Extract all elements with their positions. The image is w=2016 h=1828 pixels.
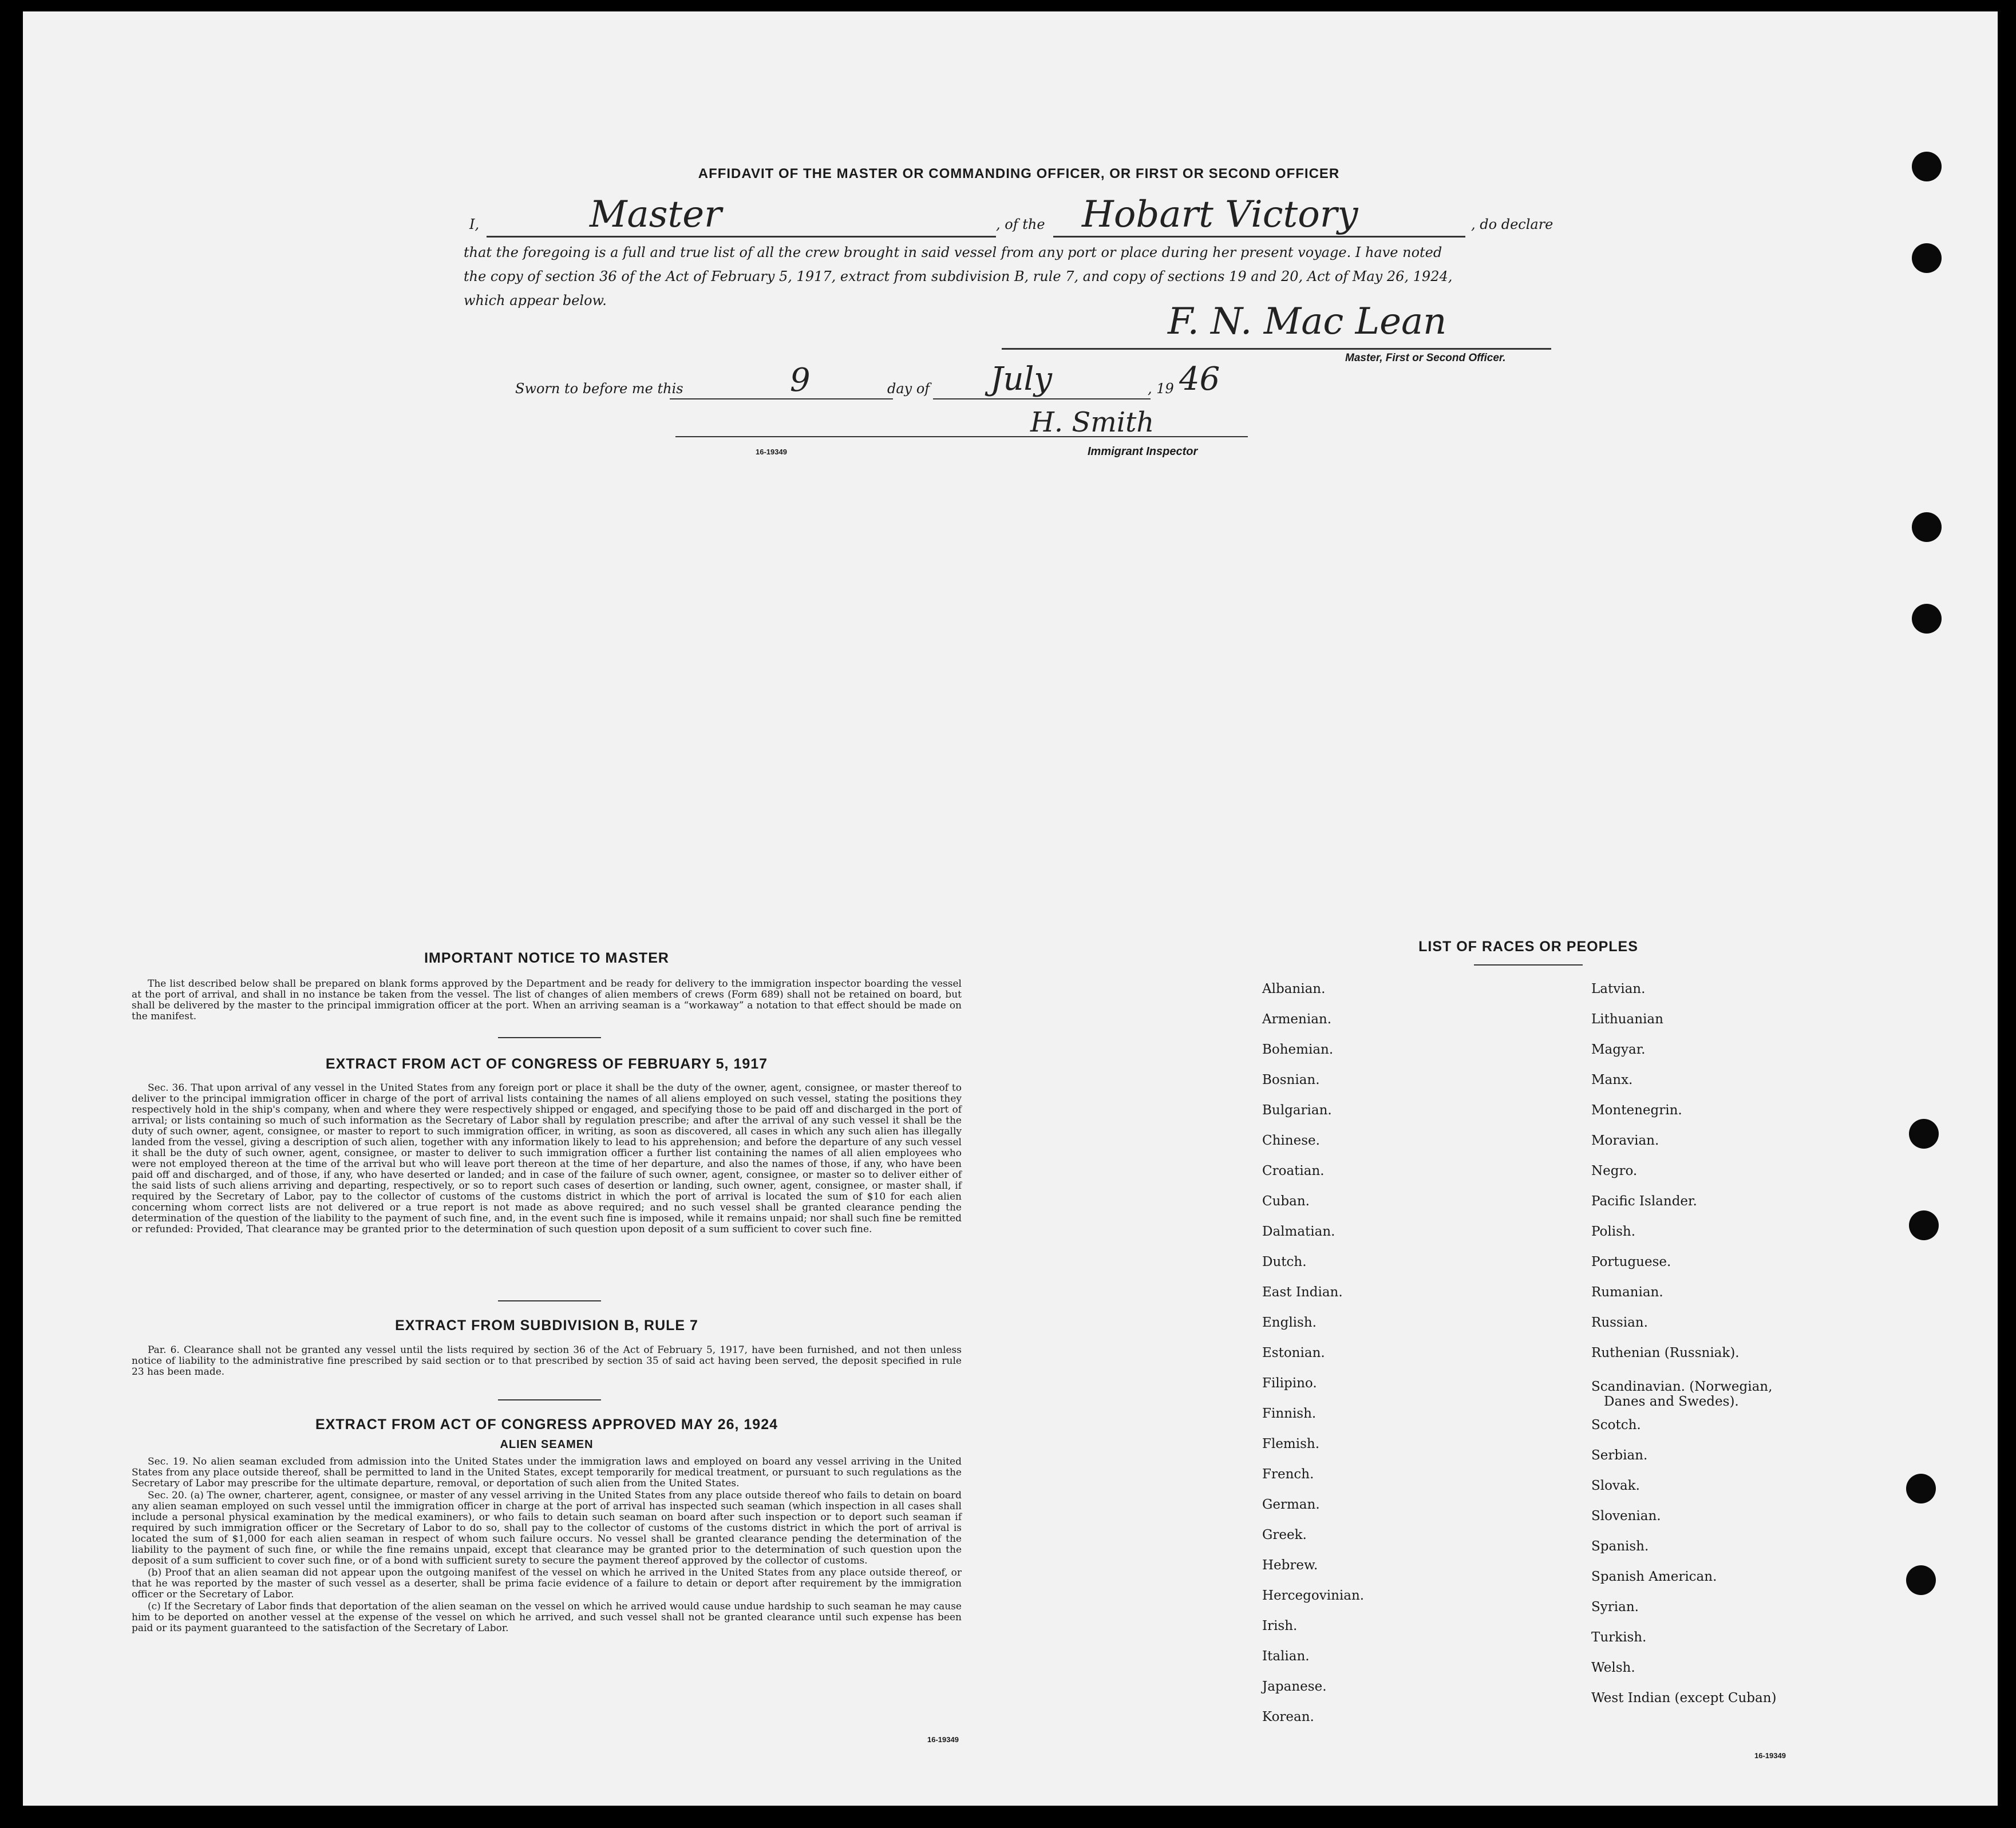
- punch-hole: [1912, 152, 1942, 181]
- race-item: Croatian.: [1262, 1164, 1325, 1178]
- form-number: 16-19349: [756, 448, 787, 456]
- punch-hole: [1909, 1210, 1939, 1240]
- race-item: Spanish.: [1591, 1539, 1649, 1554]
- day-of-label: day of: [887, 381, 930, 397]
- punch-hole: [1912, 243, 1942, 273]
- signature-line: [1002, 348, 1551, 350]
- race-item: Filipino.: [1262, 1376, 1317, 1391]
- divider: [1474, 964, 1583, 966]
- extract2-title: EXTRACT FROM SUBDIVISION B, RULE 7: [395, 1317, 698, 1334]
- race-item: Irish.: [1262, 1619, 1298, 1633]
- extract2-paragraph: Par. 6. Clearance shall not be granted any vessel until the lists required by section 36 of the Act of February 5, 1917, have been furnished, and not then unless notice of liability to the administrative fine prescribed by said section or to that prescribed by section 35 of said act having been served, the deposit specified in rule 23 has been made.: [132, 1344, 962, 1378]
- vessel-underline: [1053, 236, 1465, 238]
- race-item: Scandinavian. (Norwegian,: [1591, 1379, 1773, 1394]
- sworn-day: 9: [790, 362, 811, 399]
- race-item: Serbian.: [1591, 1448, 1648, 1463]
- affidavit-body-line2: the copy of section 36 of the Act of February 5, 1917, extract from subdivision B, rule 7, and copy of sections 19 and 20, Act of May 26, 1924,: [464, 268, 1453, 284]
- extract1-title: EXTRACT FROM ACT OF CONGRESS OF FEBRUARY 5, 1917: [325, 1056, 768, 1072]
- form-number: 16-19349: [927, 1735, 959, 1744]
- race-item: Welsh.: [1591, 1660, 1635, 1675]
- race-item: Korean.: [1262, 1710, 1314, 1724]
- punch-hole: [1912, 604, 1942, 634]
- rank-underline: [487, 236, 996, 238]
- affidavit-i-label: I,: [469, 216, 480, 232]
- signature-caption: Master, First or Second Officer.: [1345, 352, 1506, 364]
- race-item: Bulgarian.: [1262, 1103, 1332, 1118]
- affidavit-body-line1: that the foregoing is a full and true list of all the crew brought in said vessel from any port or place during her present voyage. I have noted: [464, 244, 1442, 260]
- race-item: Finnish.: [1262, 1406, 1317, 1421]
- race-item: Dalmatian.: [1262, 1224, 1335, 1239]
- master-signature: F. N. Mac Lean: [1168, 300, 1447, 343]
- section-20b: (b) Proof that an alien seaman did not appear upon the outgoing manifest of the vessel on which he arrived in the United States from any place outside thereof, or that he was reported by the master of such vessel as a deserter, shall be prima facie evidence of a failure to detain or deport after requirement by the immigration officer or the Secretary of Labor.: [132, 1567, 962, 1600]
- handwritten-rank: Master: [590, 193, 722, 236]
- race-item: Montenegrin.: [1591, 1103, 1682, 1118]
- race-item: Moravian.: [1591, 1133, 1659, 1148]
- sworn-month: July: [990, 361, 1053, 398]
- race-item: Bosnian.: [1262, 1073, 1320, 1087]
- race-item: Hebrew.: [1262, 1558, 1318, 1573]
- divider: [498, 1037, 601, 1038]
- race-item: Lithuanian: [1591, 1012, 1663, 1027]
- race-item: Greek.: [1262, 1528, 1307, 1542]
- race-item: Dutch.: [1262, 1255, 1307, 1269]
- day-underline: [670, 398, 893, 399]
- extract3-subtitle: ALIEN SEAMEN: [500, 1438, 594, 1451]
- race-item: West Indian (except Cuban): [1591, 1691, 1777, 1706]
- race-item: Portuguese.: [1591, 1255, 1671, 1269]
- race-item: Turkish.: [1591, 1630, 1647, 1645]
- sworn-year: 46: [1179, 361, 1220, 398]
- race-item: Pacific Islander.: [1591, 1194, 1697, 1209]
- inspector-caption: Immigrant Inspector: [1088, 445, 1198, 458]
- race-item: Syrian.: [1591, 1600, 1639, 1615]
- races-title: LIST OF RACES OR PEOPLES: [1418, 939, 1638, 955]
- race-item: Albanian.: [1262, 982, 1326, 996]
- race-item: Negro.: [1591, 1164, 1638, 1178]
- notice-text: [132, 979, 962, 1023]
- punch-hole: [1912, 512, 1942, 542]
- race-item: Latvian.: [1591, 982, 1646, 996]
- race-item: Estonian.: [1262, 1346, 1325, 1360]
- form-number: 16-19349: [1754, 1751, 1786, 1760]
- notice-paragraph: The list described below shall be prepared on blank forms approved by the Department and be ready for delivery to the immigration inspector boarding the vessel at the port of arrival, and shall in no instance be taken from the vessel. The list of changes of alien members of crews (Form 689) shall not be retained on board, but shall be delivered by the master to the principal immigration officer at the port. When an arriving seaman is a “workaway” a notation to that effect should be made on the manifest.: [132, 978, 962, 1022]
- race-item: Armenian.: [1262, 1012, 1332, 1027]
- race-item: East Indian.: [1262, 1285, 1343, 1300]
- race-item: Rumanian.: [1591, 1285, 1663, 1300]
- handwritten-vessel-name: Hobart Victory: [1082, 193, 1358, 236]
- race-item: Ruthenian (Russniak).: [1591, 1346, 1740, 1360]
- race-item: Slovenian.: [1591, 1509, 1661, 1524]
- race-item: Manx.: [1591, 1073, 1633, 1087]
- race-item: Magyar.: [1591, 1042, 1646, 1057]
- race-item: English.: [1262, 1315, 1317, 1330]
- affidavit-title: AFFIDAVIT OF THE MASTER OR COMMANDING OFFICER, OR FIRST OR SECOND OFFICER: [698, 166, 1340, 181]
- race-item: Scotch.: [1591, 1418, 1641, 1433]
- year-prefix: , 19: [1148, 381, 1174, 397]
- of-the-label: , of the: [996, 216, 1045, 232]
- race-item: French.: [1262, 1467, 1314, 1482]
- punch-hole: [1906, 1474, 1936, 1503]
- divider: [498, 1399, 601, 1400]
- section-20a: Sec. 20. (a) The owner, charterer, agent, consignee, or master of any vessel arriving in the United States from any place outside thereof who fails to detain on board any alien seaman employed on such vessel until the immigration officer in charge at the port of arrival has inspected such seaman (which inspection in all cases shall include a personal physical examination by the medical examiners), or who fails to detain such seaman on board after such inspection or to deport such seaman if required by such immigration officer or the Secretary of Labor to do so, shall pay to the collector of customs of the customs district in which the port of arrival is located the sum of $1,000 for each alien seaman in respect of whom such failure occurs. No vessel shall be granted clearance pending the determination of the liability to the payment of such fine, or while the fine remains unpaid, except that clearance may be granted prior to the determination of such question upon the deposit of a sum sufficient to cover such fine, or of a bond with sufficient surety to secure the payment thereof approved by the collector of customs.: [132, 1490, 962, 1566]
- race-item: Chinese.: [1262, 1133, 1320, 1148]
- inspector-line: [675, 436, 1248, 437]
- sworn-label: Sworn to before me this: [515, 381, 683, 397]
- race-item: Hercegovinian.: [1262, 1588, 1365, 1603]
- race-item: Italian.: [1262, 1649, 1310, 1664]
- divider: [498, 1300, 601, 1301]
- race-item: Russian.: [1591, 1315, 1648, 1330]
- race-item: Danes and Swedes).: [1604, 1394, 1739, 1409]
- affidavit-body-line3: which appear below.: [464, 292, 607, 308]
- race-item: Flemish.: [1262, 1437, 1320, 1451]
- extract3-text: [132, 1457, 962, 1635]
- month-underline: [933, 398, 1151, 399]
- race-item: Polish.: [1591, 1224, 1636, 1239]
- extract2-text: [132, 1345, 962, 1379]
- race-item: Cuban.: [1262, 1194, 1310, 1209]
- extract1-text: [132, 1083, 962, 1236]
- race-item: Slovak.: [1591, 1478, 1640, 1493]
- extract3-title: EXTRACT FROM ACT OF CONGRESS APPROVED MAY 26, 1924: [315, 1416, 778, 1433]
- section-20c: (c) If the Secretary of Labor finds that deportation of the alien seaman on the vessel on which he arrived would cause undue hardship to such seaman he may cause him to be deported on another vessel at the expense of the vessel on which he arrived, and such vessel shall not be granted clearance until such expense has been paid or its payment guaranteed to the satisfaction of the Secretary of Labor.: [132, 1601, 962, 1634]
- document-page: [23, 11, 1998, 1806]
- punch-hole: [1909, 1119, 1939, 1149]
- race-item: German.: [1262, 1497, 1320, 1512]
- extract1-paragraph: Sec. 36. That upon arrival of any vessel in the United States from any foreign port or place it shall be the duty of the owner, agent, consignee, or master thereof to deliver to the principal immigration officer in charge of the port of arrival lists containing the names of all aliens employed on such vessel, stating the positions they respectively hold in the ship's company, when and where they were respectively shipped or engaged, and specifying those to be paid off and discharged in the port of arrival; or lists containing so much of such information as the Secretary of Labor shall by regulation prescribe; and after the arrival of any such vessel it shall be the duty of such owner, agent, consignee, or master to report to such immigration officer, in writing, as soon as discovered, all cases in which any such alien has illegally landed from the vessel, giving a description of such alien, together with any information likely to lead to his apprehension; and before the departure of any such vessel it shall be the duty of such owner, agent, consignee, or master to deliver to such immigration officer a further list containing the names of all alien employees who were not employed thereon at the time of the arrival but who will leave port thereon at the time of her departure, and also the names of those, if any, who have been paid off and discharged, and of those, if any, who have deserted or landed; and in case of the failure of such owner, agent, consignee, or master so to deliver either of the said lists of such aliens arriving and departing, respectively, or so to report such cases of desertion or landing, such owner, agent, consignee, or master shall, if required by the Secretary of Labor, pay to the collector of customs of the customs district in which the port of arrival is located the sum of $10 for each alien concerning whom correct lists are not delivered or a true report is not made as above required; and no such vessel shall be granted clearance pending the determination of the question of the liability to the payment of such fine, and, in the event such fine is imposed, while it remains unpaid; nor shall such fine be remitted or refunded: Provided, That clearance may be granted prior to the determination of such question upon deposit of a sum sufficient to cover such fine.: [132, 1082, 962, 1235]
- race-item: Japanese.: [1262, 1679, 1327, 1694]
- punch-hole: [1906, 1565, 1936, 1595]
- race-item: Bohemian.: [1262, 1042, 1334, 1057]
- inspector-signature: H. Smith: [1030, 406, 1155, 438]
- race-item: Spanish American.: [1591, 1569, 1717, 1584]
- notice-title: IMPORTANT NOTICE TO MASTER: [424, 950, 669, 966]
- section-19: Sec. 19. No alien seaman excluded from admission into the United States under the immigration laws and employed on board any vessel arriving in the United States from any place outside thereof, shall be permitted to land in the United States, except temporarily for medical treatment, or pursuant to such regulations as the Secretary of Labor may prescribe for the ultimate departure, removal, or deportation of such alien from the United States.: [132, 1456, 962, 1489]
- do-declare-label: , do declare: [1471, 216, 1553, 232]
